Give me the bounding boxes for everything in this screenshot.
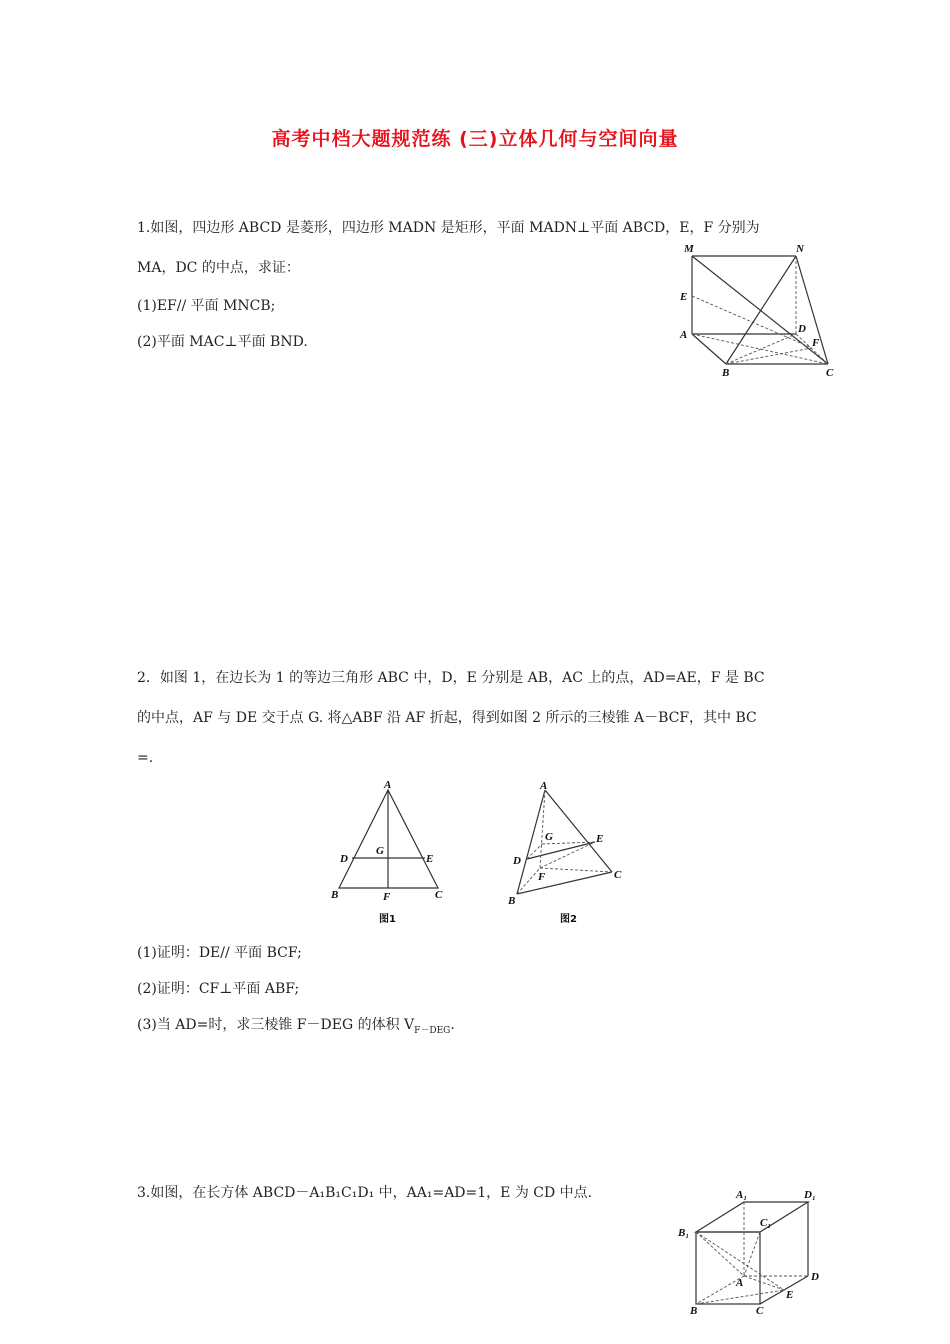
problem-2-line-2: 的中点，AF 与 DE 交于点 G. 将△ABF 沿 AF 折起，得到如图 2 所示的三棱锥 A－BCF，其中 BC [137, 710, 757, 726]
fig3-label-A: A [736, 1277, 744, 1289]
problem-1-question-2: (2)平面 MAC⊥平面 BND. [137, 334, 308, 350]
problem-1-line-2: MA，DC 的中点，求证： [137, 260, 300, 276]
fig1-label-D: D [340, 853, 348, 865]
fig1-label-G: G [376, 845, 384, 857]
problem-3-line-1: 3.如图，在长方体 ABCD－A₁B₁C₁D₁ 中，AA₁=AD=1，E 为 CD 中点. [137, 1185, 593, 1201]
volume-subscript: F－DEG [414, 1025, 451, 1036]
label-C: C [826, 367, 834, 379]
fig2-label-F: F [538, 871, 546, 883]
fig2-label-A: A [540, 780, 548, 792]
label-M: M [684, 243, 694, 255]
fig3-label-A1: A₁ [736, 1189, 748, 1201]
fig3-label-D: D [811, 1271, 819, 1283]
problem-2-question-2: (2)证明：CF⊥平面 ABF; [137, 981, 300, 997]
fig3-label-B1: B₁ [678, 1227, 690, 1239]
fig3-label-D1: D₁ [804, 1189, 816, 1201]
fig1-label-F: F [383, 891, 391, 903]
problem-2-line-3: =. [137, 750, 154, 766]
label-A: A [680, 329, 688, 341]
figure-1-rhombus-rectangle [670, 238, 850, 383]
label-N: N [796, 243, 804, 255]
problem-1-line-1: 1.如图，四边形 ABCD 是菱形，四边形 MADN 是矩形，平面 MADN⊥平面 ABCD，E，F 分别为 [137, 220, 760, 236]
label-B: B [722, 367, 730, 379]
figure-2-2-triangular-pyramid [500, 776, 640, 926]
fig2-label-B: B [508, 895, 516, 907]
fig1-label-A: A [384, 779, 392, 791]
label-F: F [812, 337, 820, 349]
fig3-label-C: C [756, 1305, 764, 1316]
fig3-label-E: E [786, 1289, 794, 1301]
fig3-label-C1: C₁ [760, 1217, 772, 1229]
fig2-label-G: G [545, 831, 553, 843]
fig1-label-E: E [426, 853, 434, 865]
fig2-label-E: E [596, 833, 604, 845]
fig1-label-C: C [435, 889, 443, 901]
fig1-caption: 图1 [379, 914, 396, 925]
page-title: 高考中档大题规范练 (三)立体几何与空间向量 [271, 128, 679, 150]
fig2-label-D: D [513, 855, 521, 867]
label-D: D [798, 323, 806, 335]
fig1-label-B: B [331, 889, 339, 901]
label-E: E [680, 291, 688, 303]
problem-2-question-1: (1)证明：DE// 平面 BCF; [137, 945, 302, 961]
figure-3-cuboid [670, 1186, 840, 1316]
problem-2-line-1: 2．如图 1，在边长为 1 的等边三角形 ABC 中，D，E 分别是 AB，AC 上的点，AD=AE，F 是 BC [137, 670, 765, 686]
fig2-caption: 图2 [560, 914, 577, 925]
fig2-label-C: C [614, 869, 622, 881]
problem-1-question-1: (1)EF// 平面 MNCB; [137, 298, 276, 314]
problem-2-question-3: (3)当 AD=时，求三棱锥 F－DEG 的体积 $V_{F-DEG}$. [137, 1017, 455, 1036]
fig3-label-B: B [690, 1305, 698, 1316]
figure-2-1-equilateral-triangle [325, 776, 455, 926]
